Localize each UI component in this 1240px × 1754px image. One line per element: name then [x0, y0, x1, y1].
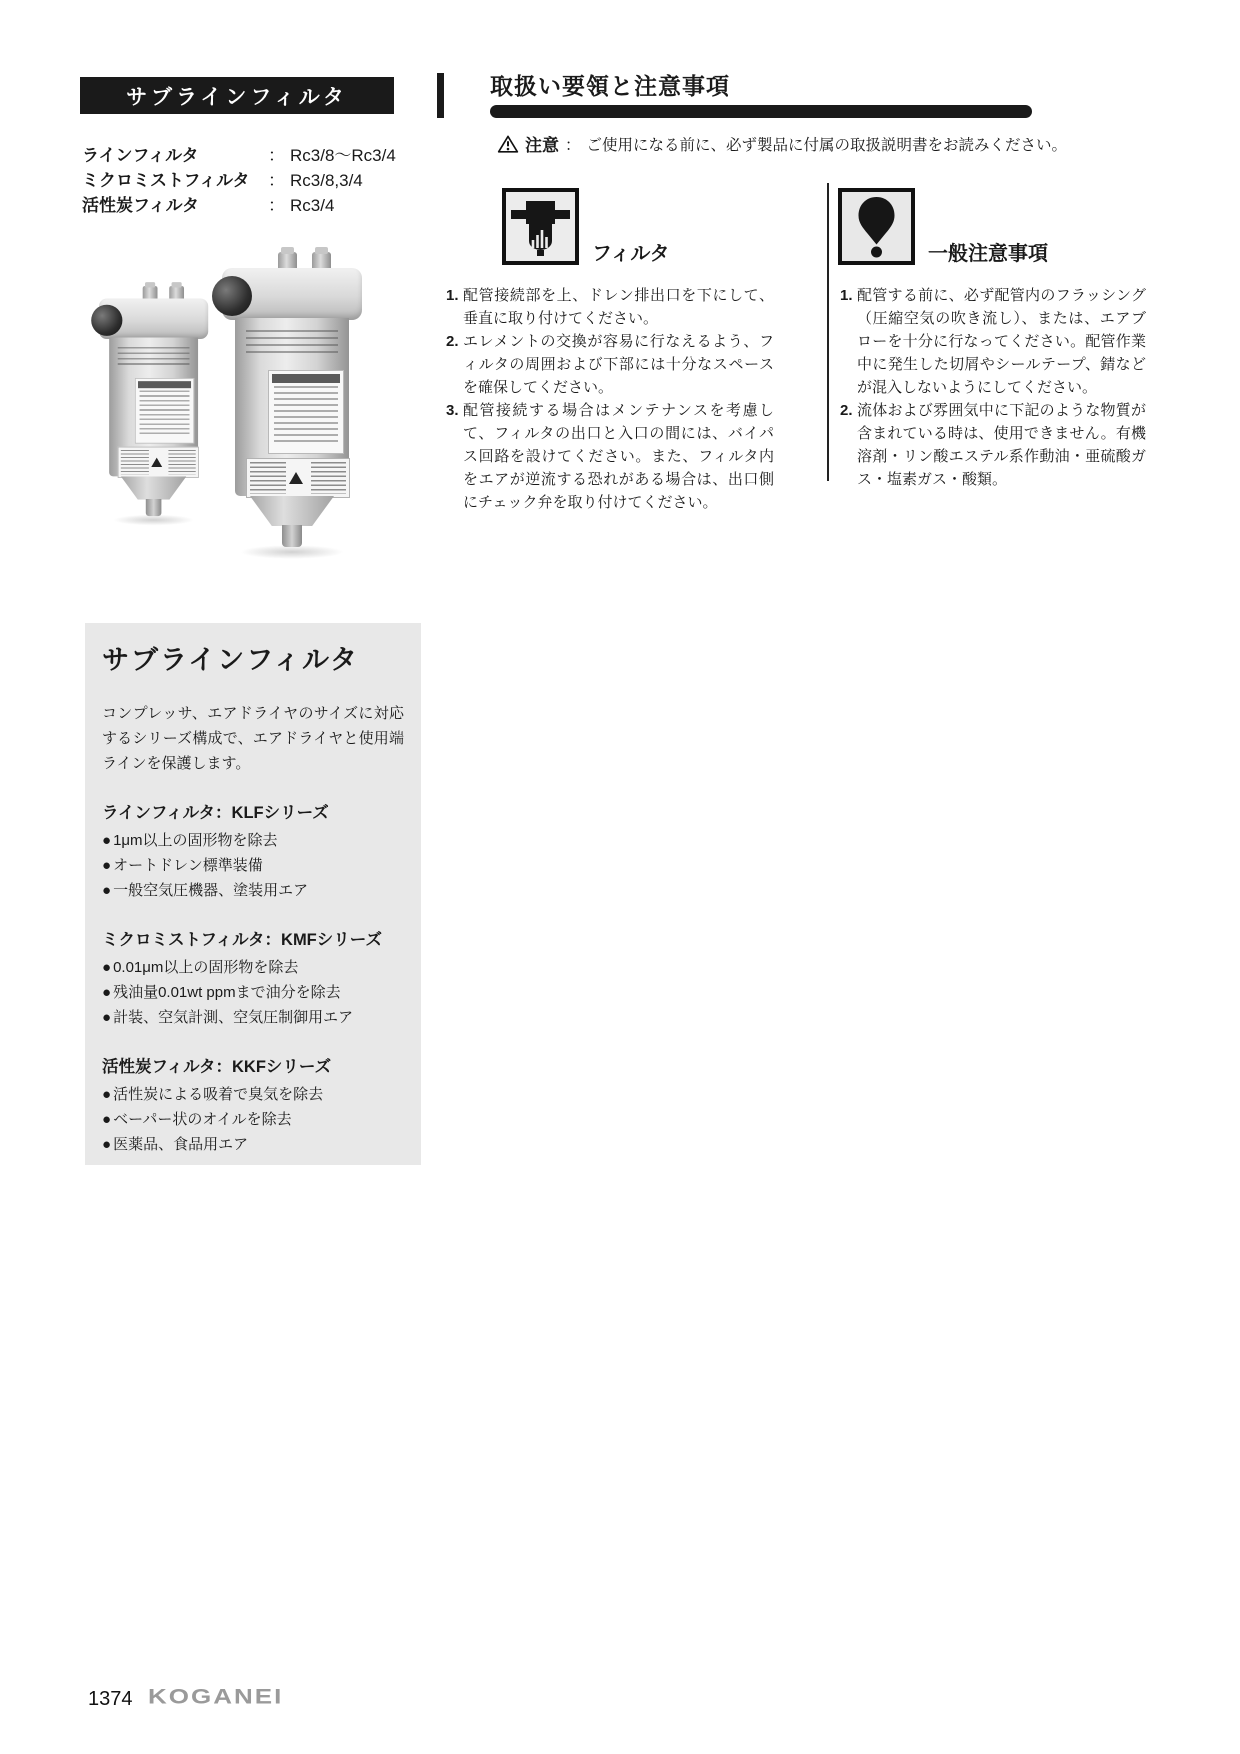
- feature-bullet: [102, 980, 404, 1005]
- feature-text: 計装、空気計測、空気圧制御用エア: [113, 1009, 354, 1026]
- heading-underline-bar: [490, 105, 1032, 118]
- general-caution-list: [840, 284, 1146, 491]
- general-caution-pictogram-box: [838, 188, 915, 265]
- feature-text: 残油量0.01wt ppmまで油分を除去: [113, 984, 341, 1001]
- bowl-bottom: [250, 496, 334, 526]
- feature-bullet: [102, 1107, 404, 1132]
- series-heading: ミクロミストフィルタ：KMFシリーズ: [102, 931, 382, 949]
- filter-instruction-list: [446, 284, 774, 514]
- item-number: 3.: [446, 402, 459, 419]
- column-divider: [827, 183, 829, 481]
- feature-bullet: [102, 828, 404, 853]
- filter-icon: [502, 188, 579, 265]
- overview-intro: コンプレッサ、エアドライヤのサイズに対応するシリーズ構成で、エアドライヤと使用端ラインを保護します。: [102, 705, 404, 772]
- spec-separator: ：: [268, 171, 285, 190]
- spec-value: Rc3/8,3/4: [290, 171, 363, 190]
- page-number: 1374: [88, 1688, 133, 1710]
- item-text: 配管する前に、必ず配管内のフラッシング（圧縮空気の吹き流し）、または、エアブローを十分に行なってください。配管作業中に発生した切屑やシールテープ、錆などが混入しないようにしてください。: [857, 287, 1146, 396]
- line-filter-small-image: [99, 286, 208, 520]
- bullet-icon: ●: [102, 1111, 112, 1128]
- feature-bullet: [102, 1005, 404, 1030]
- spec-row: [82, 193, 396, 218]
- drain-outlet: [146, 499, 162, 516]
- feature-bullet: [102, 1082, 404, 1107]
- item-text: 配管接続部を上、ドレン排出口を下にして、垂直に取り付けてください。: [463, 287, 774, 327]
- feature-text: 1μm以上の固形物を除去: [113, 832, 278, 849]
- instruction-item: [840, 284, 1146, 399]
- bullet-icon: ●: [102, 1009, 112, 1026]
- bullet-icon: ●: [102, 984, 112, 1001]
- series-heading: 活性炭フィルタ：KKFシリーズ: [102, 1058, 332, 1076]
- feature-text: オートドレン標準装備: [113, 857, 263, 874]
- feature-text: 活性炭による吸着で臭気を除去: [113, 1086, 324, 1103]
- bullet-icon: ●: [102, 882, 112, 899]
- bullet-icon: ●: [102, 1086, 112, 1103]
- spec-label-sticker: [135, 378, 194, 444]
- spec-separator: ：: [268, 146, 285, 165]
- caution-label: 注意: [525, 136, 559, 155]
- general-caution-icon-label: 一般注意事項: [928, 243, 1048, 265]
- element-replace-note: [118, 347, 190, 366]
- bowl-bottom: [121, 476, 187, 499]
- series-section: [102, 803, 404, 903]
- caution-text: ご使用になる前に、必ず製品に付属の取扱説明書をお読みください。: [586, 136, 1068, 154]
- instruction-item: [446, 399, 774, 514]
- instruction-item: [446, 284, 774, 330]
- item-number: 1.: [446, 287, 459, 304]
- overview-panel: [85, 623, 421, 1165]
- spec-row: [82, 143, 396, 168]
- instruction-item: [446, 330, 774, 399]
- filter-icon-label: フィルタ: [592, 243, 670, 265]
- feature-text: ベーパー状のオイルを除去: [113, 1111, 292, 1128]
- bullet-icon: ●: [102, 857, 112, 874]
- spec-row: [82, 168, 396, 193]
- feature-bullet: [102, 878, 404, 903]
- series-heading: ラインフィルタ：KLFシリーズ: [102, 804, 329, 822]
- element-replace-note: [246, 330, 338, 354]
- warning-sticker: [118, 447, 199, 478]
- feature-bullet: [102, 1132, 404, 1157]
- port-size-specs: [82, 143, 396, 218]
- feature-text: 医薬品、食品用エア: [113, 1136, 249, 1153]
- item-number: 2.: [840, 402, 853, 419]
- feature-bullet: [102, 955, 404, 980]
- line-filter-large-image: [222, 252, 362, 552]
- banner-label: サブラインフィルタ: [126, 85, 348, 109]
- spec-label: ラインフィルタ: [82, 146, 199, 165]
- warning-triangle-icon: [289, 472, 303, 484]
- spec-value: Rc3/4: [290, 196, 335, 215]
- warning-sticker: [246, 458, 350, 498]
- filter-pictogram-box: [502, 188, 579, 265]
- side-port: [212, 276, 252, 316]
- spec-separator: ：: [268, 196, 285, 215]
- warning-triangle-icon: [497, 134, 519, 154]
- section-heading: 取扱い要領と注意事項: [490, 73, 730, 99]
- item-text: 配管接続する場合はメンテナンスを考慮して、フィルタの出口と入口の間には、バイパス回路を設けてください。また、フィルタ内をエアが逆流する恐れがある場合は、出口側にチェック弁を取り付けてください。: [463, 402, 774, 511]
- feature-bullet: [102, 853, 404, 878]
- bullet-icon: ●: [102, 959, 112, 976]
- caution-separator: ：: [565, 136, 581, 154]
- caution-note: [497, 131, 1067, 156]
- item-number: 2.: [446, 333, 459, 350]
- product-photo: [90, 250, 390, 562]
- feature-text: 一般空気圧機器、塗装用エア: [113, 882, 309, 899]
- warning-triangle-icon: [151, 458, 162, 467]
- item-text: 流体および雰囲気中に下記のような物質が含まれている時は、使用できません。有機溶剤・リン酸エステル系作動油・亜硫酸ガス・塩素ガス・酸類。: [857, 402, 1146, 488]
- series-section: [102, 1057, 404, 1157]
- item-text: エレメントの交換が容易に行なえるよう、フィルタの周囲および下部には十分なスペースを確保してください。: [463, 333, 774, 396]
- product-category-banner: [80, 77, 394, 114]
- koganei-logo: KOGANEI: [148, 1684, 284, 1709]
- heading-accent-bar: [437, 73, 444, 118]
- exclamation-icon: [838, 188, 915, 265]
- side-port: [91, 305, 122, 336]
- photo-shadow: [240, 545, 344, 559]
- spec-label: ミクロミストフィルタ: [82, 171, 250, 190]
- feature-text: 0.01μm以上の固形物を除去: [113, 959, 299, 976]
- photo-shadow: [113, 515, 194, 526]
- spec-label-sticker: [268, 370, 344, 454]
- item-number: 1.: [840, 287, 853, 304]
- drain-outlet: [282, 525, 302, 547]
- overview-title: サブラインフィルタ: [102, 645, 359, 675]
- spec-label: 活性炭フィルタ: [82, 196, 199, 215]
- instruction-item: [840, 399, 1146, 491]
- series-section: [102, 930, 404, 1030]
- bullet-icon: ●: [102, 1136, 112, 1153]
- bullet-icon: ●: [102, 832, 112, 849]
- spec-value: Rc3/8～Rc3/4: [290, 146, 396, 165]
